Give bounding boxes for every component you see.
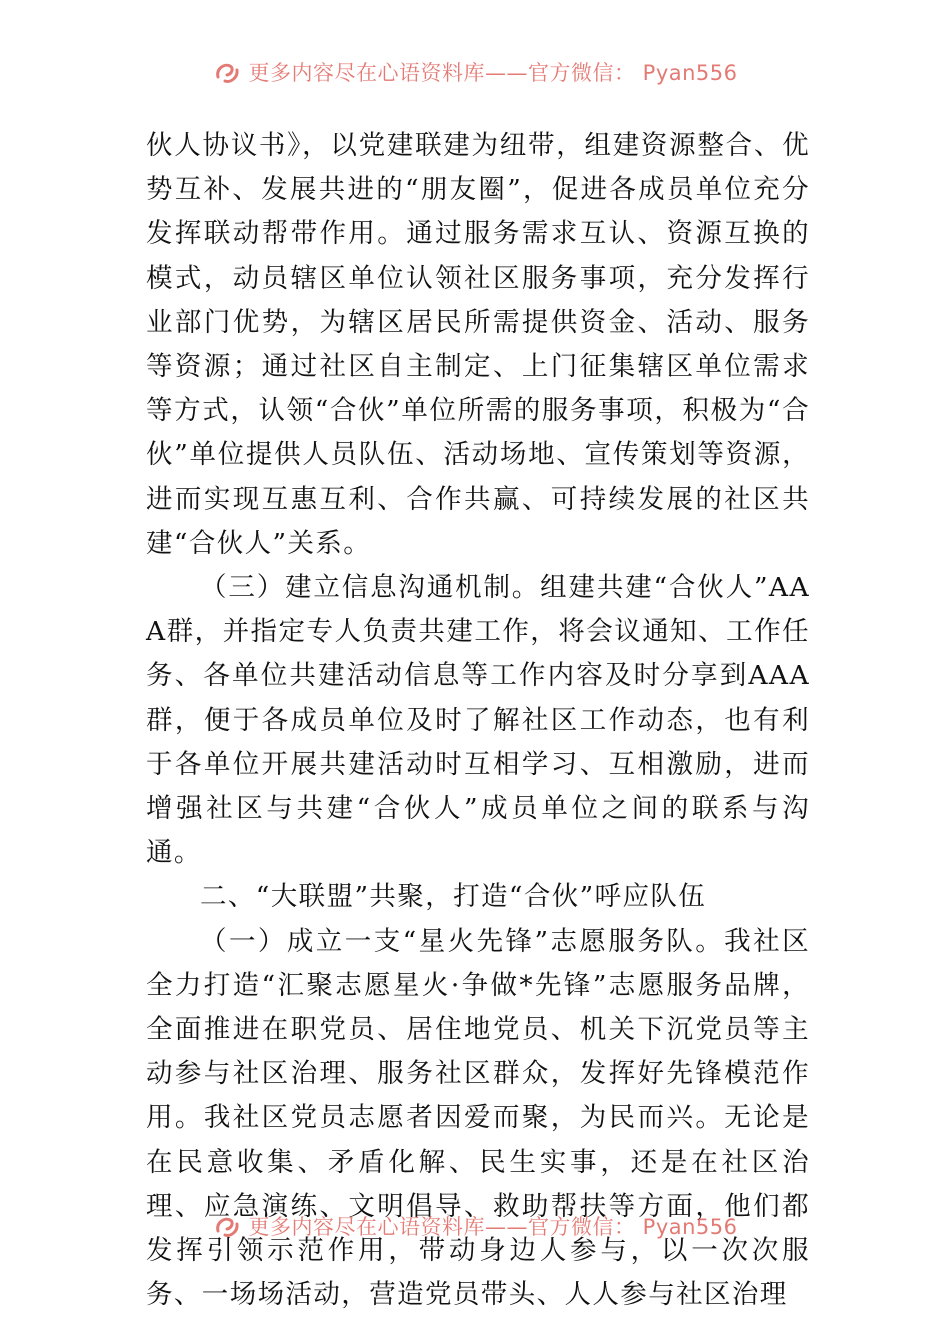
watermark-text: 更多内容尽在心语资料库——官方微信： Pyan556 xyxy=(248,1215,738,1239)
header-watermark xyxy=(0,52,950,92)
watermark-logo-icon xyxy=(212,1211,242,1241)
watermark-logo-icon xyxy=(212,57,242,87)
document-body xyxy=(146,124,810,1317)
footer-watermark xyxy=(0,1206,950,1246)
paragraph-continued: 伙人协议书》，以党建联建为纽带，组建资源整合、优势互补、发展共进的“朋友圈”，促进各成员单位充分发挥联动帮带作用。通过服务需求互认、资源互换的模式，动员辖区单位认领社区服务事项，充分发挥行业部门优势，为辖区居民所需提供资金、活动、服务等资源；通过社区自主制定、上门征集辖区单位需求等方式，认领“合伙”单位所需的服务事项，积极为“合伙”单位提供人员队伍、活动场地、宣传策划等资源，进而实现互惠互利、合作共赢、可持续发展的社区共建“合伙人”关系。 xyxy=(146,130,810,559)
paragraph-volunteer-team: （一）成立一支“星火先锋”志愿服务队。我社区全力打造“汇聚志愿星火·争做*先锋”志愿服务品牌，全面推进在职党员、居住地党员、机关下沉党员等主动参与社区治理、服务社区群众，发挥好先锋模范作用。我社区党员志愿者因爱而聚，为民而兴。无论是在民意收集、矛盾化解、民生实事，还是在社区治理、应急演练、文明倡导、救助帮扶等方面，他们都发挥引领示范作用，带动身边人参与，以一次次服务、一场场活动，营造党员带头、人人参与社区治理 xyxy=(146,925,810,1311)
watermark-text: 更多内容尽在心语资料库——官方微信： Pyan556 xyxy=(248,61,738,85)
paragraph-info-mechanism: （三）建立信息沟通机制。组建共建“合伙人”AAA群，并指定专人负责共建工作，将会议通知、工作任务、各单位共建活动信息等工作内容及时分享到AAA群，便于各成员单位及时了解社区工作动态，也有利于各单位开展共建活动时互相学习、互相激励，进而增强社区与共建“合伙人”成员单位之间的联系与沟通。 xyxy=(146,572,810,869)
section-heading-2: 二、“大联盟”共聚，打造“合伙”呼应队伍 xyxy=(200,881,707,913)
